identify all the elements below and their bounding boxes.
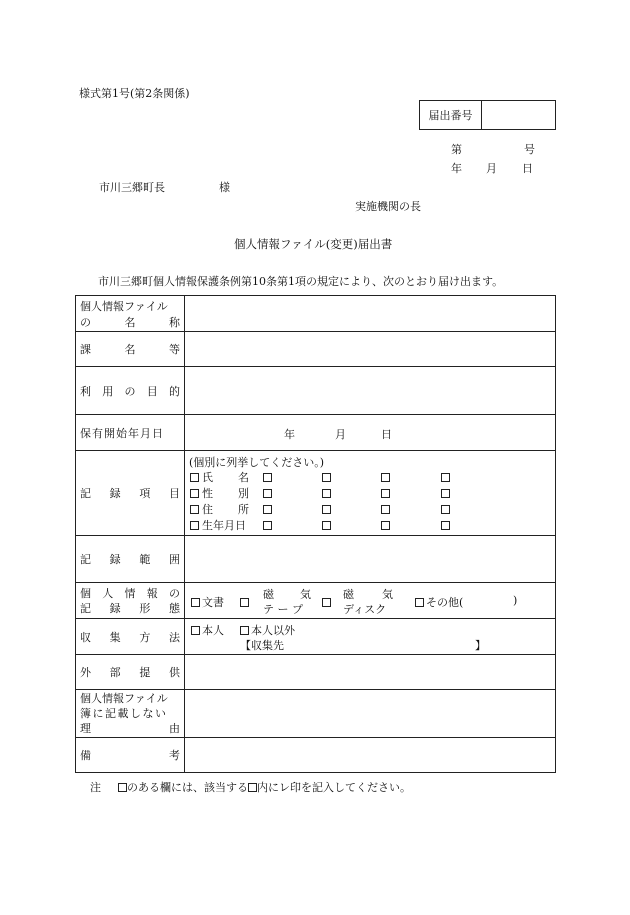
addressee: 市川三郷町長: [99, 181, 165, 194]
input-remarks[interactable]: [185, 738, 556, 773]
label-text: 保有開始年月日: [80, 426, 164, 440]
checkbox[interactable]: [263, 521, 272, 530]
label-char: 用: [102, 384, 114, 398]
date-day: 日: [522, 162, 533, 175]
label-char: 収: [80, 630, 91, 644]
number-suffix: 号: [524, 143, 535, 156]
label-collection-method: [76, 619, 185, 655]
label-char: 提: [139, 666, 151, 679]
checkbox[interactable]: [381, 521, 390, 530]
label-char: 範: [139, 553, 151, 566]
label-char: 情: [124, 586, 136, 600]
honorific: 様: [219, 181, 230, 194]
label-char: 記: [80, 553, 91, 566]
checkbox[interactable]: [263, 473, 272, 482]
notification-form-table: [75, 295, 556, 773]
label-char: 報: [146, 586, 158, 600]
checkbox-self[interactable]: [191, 626, 200, 635]
label-char: 名: [124, 343, 136, 356]
checkbox[interactable]: [322, 521, 331, 530]
checkbox[interactable]: [441, 473, 450, 482]
label-file-name: [76, 296, 185, 332]
item-label: 所: [238, 503, 249, 516]
checkbox[interactable]: [322, 473, 331, 482]
label-char: 項: [139, 487, 151, 500]
item-label: 性: [202, 487, 213, 500]
checkbox-other-than-self[interactable]: [240, 626, 249, 635]
label-char: 部: [109, 666, 121, 679]
footnote: [90, 779, 411, 795]
input-not-in-register[interactable]: [185, 690, 556, 738]
item-label: 名: [238, 471, 249, 484]
checkbox[interactable]: [381, 505, 390, 514]
checkbox[interactable]: [322, 505, 331, 514]
row-purpose: [76, 367, 556, 415]
label-char: 人: [102, 586, 114, 600]
checkbox-document[interactable]: [191, 598, 200, 607]
label-char: 名: [124, 315, 136, 329]
input-file-name[interactable]: [185, 296, 556, 332]
notification-number-label: 届出番号: [420, 101, 482, 129]
format-tape-char: 気: [300, 588, 311, 601]
input-record-format: [185, 583, 556, 619]
number-prefix: 第: [451, 143, 462, 156]
item-label: 氏: [202, 471, 213, 484]
format-disk-char: 磁: [343, 588, 354, 601]
input-section-name[interactable]: [185, 332, 556, 367]
collection-other-label: 本人以外: [251, 624, 295, 637]
label-start-date: [76, 415, 185, 451]
checkbox[interactable]: [381, 489, 390, 498]
checkbox[interactable]: [190, 473, 199, 482]
label-section-name: [76, 332, 185, 367]
label-line: 個人情報ファイル: [80, 692, 168, 705]
checkbox[interactable]: [263, 489, 272, 498]
label-char: 録: [109, 553, 121, 566]
intro-text: 市川三郷町個人情報保護条例第10条第1項の規定により、次のとおり届け出ます。: [98, 275, 504, 288]
label-record-items: [76, 451, 185, 536]
document-title: 個人情報ファイル(変更)届出書: [234, 237, 393, 251]
label-char: 録: [109, 487, 121, 500]
checkbox[interactable]: [322, 489, 331, 498]
row-record-items: [76, 451, 556, 536]
note-prefix: 注: [90, 781, 101, 794]
label-char: 囲: [168, 553, 180, 566]
format-tape-char: 磁: [263, 588, 274, 601]
checkbox[interactable]: [263, 505, 272, 514]
input-collection-method: [185, 619, 556, 655]
label-char: 備: [80, 749, 91, 762]
row-section-name: [76, 332, 556, 367]
item-row: [190, 471, 199, 484]
label-char: 録: [109, 601, 121, 615]
format-other-label: その他(: [426, 596, 464, 609]
format-tape-label: テ ー プ: [263, 603, 303, 616]
format-document-label: 文書: [202, 596, 224, 609]
label-line: 個人情報ファイル: [80, 299, 168, 313]
note-text: のある欄には、該当する: [127, 781, 248, 794]
label-record-scope: [76, 536, 185, 583]
form-number: 様式第1号(第2条関係): [79, 87, 190, 100]
input-external-provision[interactable]: [185, 655, 556, 690]
label-char: 個: [80, 586, 91, 600]
checkbox-icon: [118, 783, 127, 792]
label-char: 由: [169, 722, 180, 735]
start-date-day: 日: [381, 428, 392, 441]
row-not-in-register: [76, 690, 556, 738]
format-other-close: ): [513, 594, 518, 607]
label-record-format: [76, 583, 185, 619]
label-char: 記: [80, 601, 91, 615]
collection-source-close: 】: [475, 639, 486, 652]
label-char: 供: [168, 666, 180, 679]
row-record-format: [76, 583, 556, 619]
checkbox[interactable]: [381, 473, 390, 482]
label-char: 形: [139, 601, 151, 615]
label-purpose: [76, 367, 185, 415]
row-start-date: [76, 415, 556, 451]
date-year: 年: [451, 162, 462, 175]
format-disk-label: ディスク: [343, 603, 387, 616]
input-start-date[interactable]: [185, 415, 556, 451]
row-file-name: [76, 296, 556, 332]
label-char: 目: [146, 384, 158, 398]
label-char: 的: [169, 384, 180, 398]
row-record-scope: [76, 536, 556, 583]
collection-source-open: 【収集先: [240, 639, 284, 652]
date-month: 月: [486, 162, 497, 175]
implementing-agency: 実施機関の長: [355, 200, 421, 213]
input-record-scope[interactable]: [185, 536, 556, 583]
row-collection-method: [76, 619, 556, 655]
item-row: [190, 503, 199, 516]
label-char: 目: [168, 487, 180, 500]
item-row: [190, 519, 199, 532]
collection-self-label: 本人: [202, 624, 224, 637]
item-label: 住: [202, 503, 213, 516]
label-not-in-register: [76, 690, 185, 738]
row-remarks: [76, 738, 556, 773]
label-char: の: [124, 384, 136, 398]
checkbox-other[interactable]: [415, 598, 424, 607]
row-external-provision: [76, 655, 556, 690]
label-char: 法: [168, 630, 180, 644]
record-items-instruction: (個別に列挙してください。): [189, 456, 325, 469]
label-char: 態: [168, 601, 180, 615]
checkbox-magnetic-tape[interactable]: [240, 598, 249, 607]
item-label: 別: [238, 487, 249, 500]
item-label: 生年月日: [202, 519, 246, 532]
checkbox[interactable]: [441, 489, 450, 498]
label-char: の: [80, 315, 91, 329]
checkbox-magnetic-disk[interactable]: [322, 598, 331, 607]
input-purpose[interactable]: [185, 367, 556, 415]
label-char: 外: [80, 666, 91, 679]
checkbox[interactable]: [190, 521, 199, 530]
start-date-year: 年: [284, 428, 295, 441]
checkbox[interactable]: [441, 521, 450, 530]
label-line: [80, 314, 180, 330]
start-date-month: 月: [335, 428, 346, 441]
label-line: 簿に記載しない: [80, 707, 168, 720]
format-disk-char: 気: [382, 588, 393, 601]
label-char: 理: [80, 722, 91, 735]
label-char: 記: [80, 487, 91, 500]
label-char: の: [169, 586, 180, 600]
label-char: 等: [169, 343, 180, 356]
label-char: 考: [169, 749, 180, 762]
label-external-provision: [76, 655, 185, 690]
label-remarks: [76, 738, 185, 773]
item-row: [190, 487, 199, 500]
input-record-items: [185, 451, 556, 536]
checkbox[interactable]: [441, 505, 450, 514]
checkbox[interactable]: [190, 505, 199, 514]
label-char: 集: [109, 630, 121, 644]
checkbox-icon: [248, 783, 257, 792]
label-line: [80, 721, 180, 736]
checkbox[interactable]: [190, 489, 199, 498]
label-char: 課: [80, 343, 91, 356]
label-char: 方: [139, 630, 151, 644]
label-char: 利: [80, 384, 91, 398]
note-text: 内にレ印を記入してください。: [257, 781, 411, 794]
notification-number-box: [419, 100, 556, 130]
label-char: 称: [169, 315, 180, 329]
notification-number-value[interactable]: [482, 101, 555, 129]
